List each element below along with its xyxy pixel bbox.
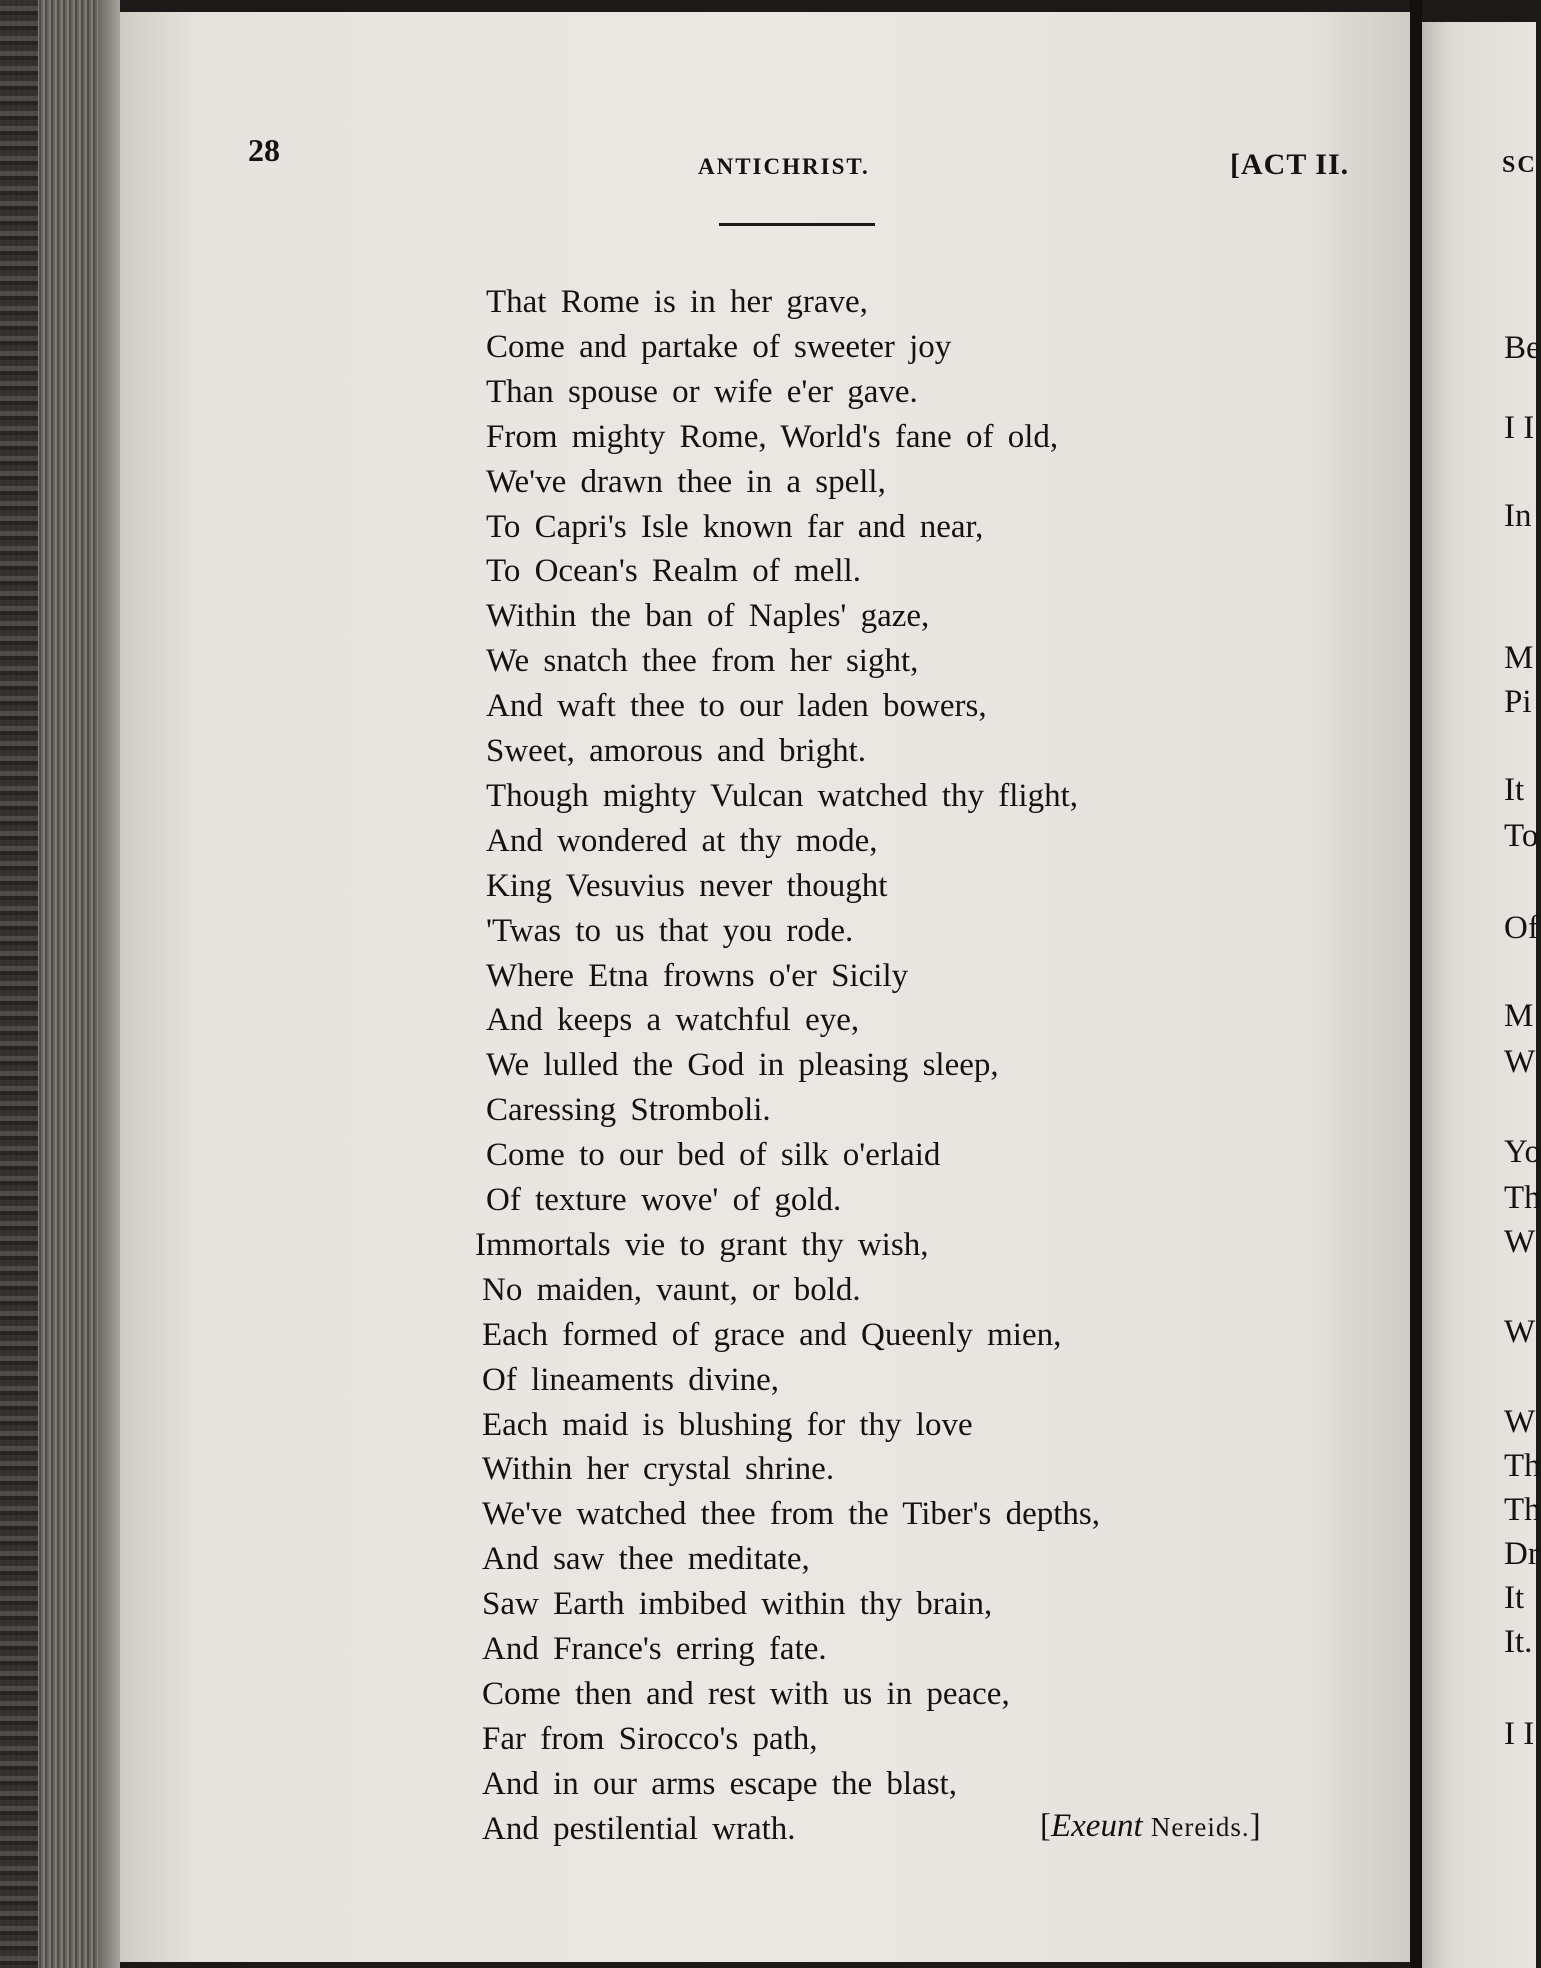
stage-direction-verb: Exeunt: [1051, 1808, 1143, 1844]
right-page-line-fragment: Th: [1504, 1180, 1541, 1216]
verse-line: And wondered at thy mode,: [486, 822, 878, 859]
right-page-line-fragment: Yo: [1504, 1134, 1541, 1170]
verse-line: And waft thee to our laden bowers,: [486, 688, 987, 725]
right-page-line-fragment: In: [1504, 498, 1532, 534]
running-title: ANTICHRIST.: [698, 154, 870, 179]
verse-line: And saw thee meditate,: [482, 1541, 810, 1578]
right-page: [1422, 22, 1541, 1968]
verse-line: Saw Earth imbibed within thy brain,: [482, 1586, 993, 1623]
verse-line: Within the ban of Naples' gaze,: [486, 598, 930, 635]
verse-line: And in our arms escape the blast,: [482, 1765, 957, 1802]
verse-line: And keeps a watchful eye,: [486, 1002, 860, 1039]
right-page-line-fragment: Of: [1504, 910, 1539, 946]
verse-line: We've watched thee from the Tiber's depths,: [482, 1496, 1101, 1533]
verse-line: We snatch thee from her sight,: [486, 643, 919, 680]
right-page-line-fragment: M: [1504, 640, 1534, 676]
verse-line: We lulled the God in pleasing sleep,: [486, 1047, 999, 1084]
verse-line: King Vesuvius never thought: [486, 867, 888, 904]
verse-line: Within her crystal shrine.: [482, 1451, 835, 1488]
verse-line: Come then and rest with us in peace,: [482, 1675, 1010, 1712]
verse-line: From mighty Rome, World's fane of old,: [486, 418, 1059, 455]
verse-line: We've drawn thee in a spell,: [486, 463, 886, 500]
right-page-line-fragment: W: [1504, 1044, 1536, 1080]
verse-line: Far from Sirocco's path,: [482, 1720, 818, 1757]
right-page-line-fragment: Be: [1504, 330, 1541, 366]
right-page-line-fragment: W: [1504, 1404, 1536, 1440]
right-page-line-fragment: It: [1504, 772, 1525, 808]
book-page-edges: [0, 0, 120, 1968]
right-page-line-fragment: Pi: [1504, 684, 1532, 720]
verse-line: And France's erring fate.: [482, 1631, 827, 1667]
verse-line: Of lineaments divine,: [482, 1361, 780, 1398]
right-page-line-fragment: Th: [1504, 1448, 1541, 1484]
stage-direction-close: ]: [1249, 1808, 1261, 1844]
right-page-line-fragment: W: [1504, 1314, 1536, 1350]
right-page-line-fragment: M: [1504, 998, 1534, 1034]
right-page-line-fragment: To: [1504, 818, 1539, 854]
stage-direction-who: Nereids.: [1150, 1812, 1250, 1842]
verse-line: Come and partake of sweeter joy: [486, 328, 952, 365]
right-page-line-fragment: I I: [1504, 410, 1535, 446]
right-page-header: SC: [1502, 152, 1537, 178]
right-page-line-fragment: It: [1504, 1580, 1525, 1616]
book-gutter: [1410, 0, 1422, 1968]
verse-line: Come to our bed of silk o'erlaid: [486, 1137, 941, 1174]
right-page-line-fragment: It.: [1504, 1624, 1533, 1660]
right-page-line-fragment: W: [1504, 1224, 1536, 1260]
left-page: [120, 12, 1410, 1962]
verse-line: Than spouse or wife e'er gave.: [486, 373, 918, 410]
verse-line: Caressing Stromboli.: [486, 1092, 771, 1129]
verse-line: Though mighty Vulcan watched thy flight,: [486, 777, 1078, 814]
verse-line: And pestilential wrath.: [482, 1810, 796, 1847]
right-page-line-fragment: Th: [1504, 1492, 1541, 1528]
verse-line: Where Etna frowns o'er Sicily: [486, 957, 909, 994]
act-label: [ACT II.: [1230, 148, 1350, 181]
verse-line: No maiden, vaunt, or bold.: [482, 1271, 861, 1308]
stage-direction: [1040, 1808, 1261, 1845]
title-rule: [719, 223, 875, 226]
verse-line: Sweet, amorous and bright.: [486, 733, 867, 769]
verse-line: Of texture wove' of gold.: [486, 1182, 842, 1218]
verse-line: Each maid is blushing for thy love: [482, 1406, 973, 1443]
verse-line: Immortals vie to grant thy wish,: [475, 1226, 929, 1263]
stage-direction-open: [: [1040, 1808, 1051, 1844]
verse-line: 'Twas to us that you rode.: [486, 912, 854, 949]
right-page-line-fragment: I I: [1504, 1716, 1535, 1752]
verse-line: To Capri's Isle known far and near,: [486, 508, 984, 545]
verse-line: Each formed of grace and Queenly mien,: [482, 1316, 1062, 1353]
verse-line: That Rome is in her grave,: [486, 284, 868, 320]
page-number: 28: [248, 132, 280, 168]
right-page-line-fragment: Dr: [1504, 1536, 1539, 1572]
verse-line: To Ocean's Realm of mell.: [486, 553, 861, 590]
